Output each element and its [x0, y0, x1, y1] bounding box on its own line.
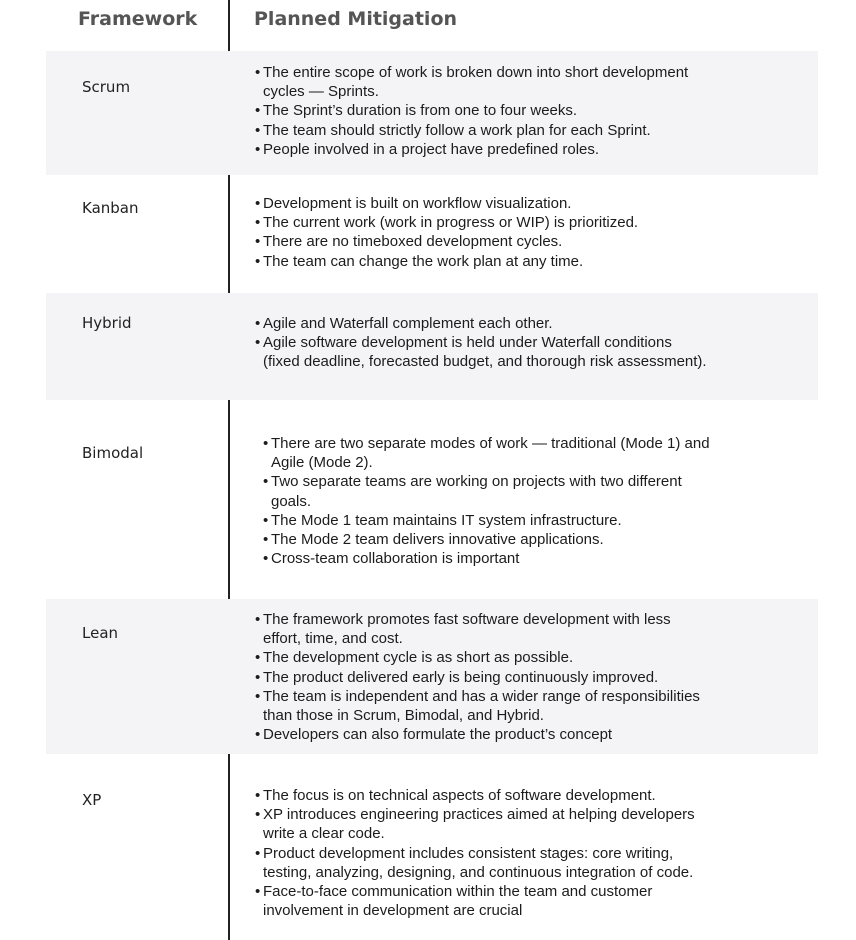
framework-hybrid: Hybrid — [82, 314, 132, 332]
mitigation-list-lean — [255, 610, 700, 744]
list-item: • The entire scope of work is broken down into short development cycles — Sprints. — [255, 63, 688, 101]
mitigation-list-hybrid — [255, 314, 707, 372]
framework-xp: XP — [82, 791, 102, 809]
list-item: • Agile software development is held under Waterfall conditions (fixed deadline, forecasted budget, and thorough risk assessment). — [255, 333, 707, 371]
list-item: • The team should strictly follow a work plan for each Sprint. — [255, 121, 688, 140]
list-item: • XP introduces engineering practices aimed at helping developers write a clear code. — [255, 805, 695, 843]
list-item: • The Sprint’s duration is from one to four weeks. — [255, 101, 688, 120]
header-framework: Framework — [78, 8, 198, 30]
framework-lean: Lean — [82, 624, 119, 642]
list-item: • The focus is on technical aspects of software development. — [255, 786, 695, 805]
list-item: • The Mode 1 team maintains IT system infrastructure. — [263, 511, 710, 530]
mitigation-list-bimodal — [263, 434, 710, 568]
list-item: • Cross-team collaboration is important — [263, 549, 710, 568]
list-item: • The team can change the work plan at any time. — [255, 252, 638, 271]
mitigation-list-kanban — [255, 194, 638, 271]
list-item: • The development cycle is as short as possible. — [255, 648, 700, 667]
list-item: • People involved in a project have predefined roles. — [255, 140, 688, 159]
list-item: • Two separate teams are working on projects with two different goals. — [263, 472, 710, 510]
framework-kanban: Kanban — [82, 199, 139, 217]
framework-scrum: Scrum — [82, 78, 131, 96]
list-item: • The Mode 2 team delivers innovative applications. — [263, 530, 710, 549]
mitigation-list-scrum — [255, 63, 688, 159]
header-planned-mitigation: Planned Mitigation — [254, 8, 458, 30]
list-item: • Face-to-face communication within the team and customer involvement in development are crucial — [255, 882, 695, 920]
list-item: • There are no timeboxed development cycles. — [255, 232, 638, 251]
list-item: • The team is independent and has a wider range of responsibilities than those in Scrum, Bimodal, and Hybrid. — [255, 687, 700, 725]
list-item: • The framework promotes fast software development with less effort, time, and cost. — [255, 610, 700, 648]
list-item: • Development is built on workflow visualization. — [255, 194, 638, 213]
list-item: • There are two separate modes of work — traditional (Mode 1) and Agile (Mode 2). — [263, 434, 710, 472]
framework-bimodal: Bimodal — [82, 444, 144, 462]
list-item: • The product delivered early is being continuously improved. — [255, 668, 700, 687]
list-item: • Agile and Waterfall complement each other. — [255, 314, 707, 333]
mitigation-list-xp — [255, 786, 695, 920]
list-item: • The current work (work in progress or WIP) is prioritized. — [255, 213, 638, 232]
list-item: • Developers can also formulate the product’s concept — [255, 725, 700, 744]
list-item: • Product development includes consistent stages: core writing, testing, analyzing, designing, and continuous integration of code. — [255, 844, 695, 882]
